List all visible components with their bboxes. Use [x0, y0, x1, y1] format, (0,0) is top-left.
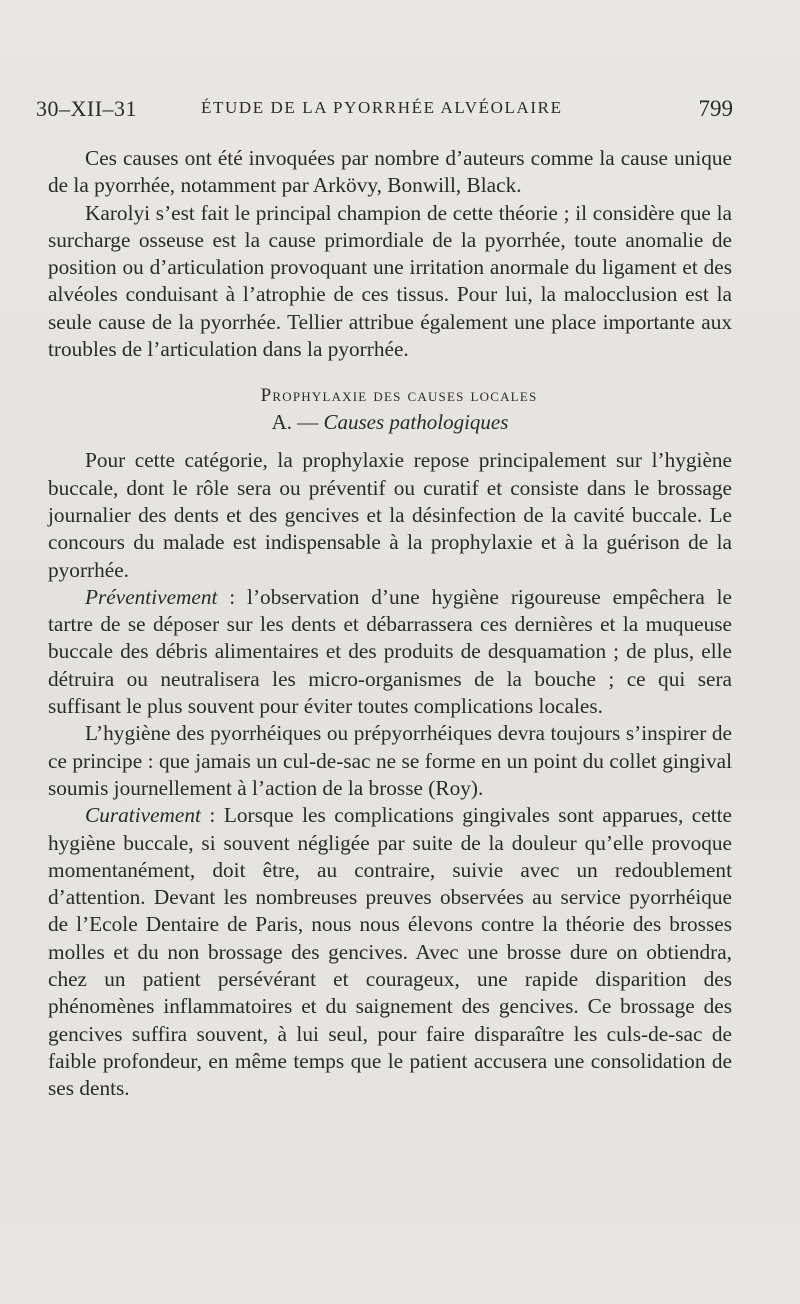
paragraph-causes: Ces causes ont été invoquées par nombre d’auteurs comme la cause unique de la pyorrhée, notamment par Arkövy, Bonwill, Black. [48, 146, 732, 198]
paragraph-hygiene: L’hygiène des pyorrhéiques ou prépyorrhéiques devra toujours s’inspirer de ce principe : que jamais un cul-de-sac ne se forme en un point du collet gingival soumis journellement à l’action de la brosse (Roy). [48, 721, 732, 800]
section-heading: Prophylaxie des causes locales [260, 385, 538, 407]
paragraph-preventivement [48, 584, 732, 720]
curativement-text: : Lorsque les complications gingivales sont apparues, cette hygiène buccale, si souvent négligée par suite de la douleur qu’elle provoque momentanément, doit être, au contraire, suivie avec un redoublement d’attention. Devant les nombreuses preuves observées au service pyorrhéique de l’Ecole Dentaire de Paris, nous nous élevons contre la théorie des brosses molles et du non brossage des gencives. Avec une brosse dure on obtiendra, chez un patient persévérant et courageux, une rapide disparition des phénomènes inflammatoires et du saignement des gencives. Ce brossage des gencives suffira souvent, à lui seul, pour faire disparaître les culs-de-sac de faible profondeur, en même temps que le patient accusera une consolidation de ses dents. [48, 803, 732, 1101]
preventivement-label: Préventivement [85, 584, 218, 609]
subsection-prefix: A. — [271, 410, 324, 435]
running-title: ÉTUDE DE LA PYORRHÉE ALVÉOLAIRE [201, 98, 563, 117]
paragraph-prophylaxie: Pour cette catégorie, la prophylaxie repose principalement sur l’hygiène buccale, dont le rôle sera ou préventif ou curatif et consiste dans le brossage journalier des dents et des gencives et la désinfection de la cavité buccale. Le concours du malade est indispensable à la prophylaxie et à la guérison de la pyorrhée. [48, 448, 732, 582]
paragraph-curativement [48, 802, 732, 1102]
body-text [48, 145, 732, 1103]
curativement-label: Curativement [85, 803, 201, 828]
subsection-heading [48, 408, 732, 437]
paragraph-karolyi: Karolyi s’est fait le principal champion de cette théorie ; il considère que la surcharge osseuse est la cause primordiale de la pyorrhée, toute anomalie de position ou d’articulation provoquant une irritation anormale du ligament et des alvéoles conduisant à l’atrophie de ces tissus. Pour lui, la malocclusion est la seule cause de la pyorrhée. Tellier attribue également une place importante aux troubles de l’articulation dans la pyorrhée. [48, 200, 732, 362]
preventivement-text: : l’observation d’une hygiène rigoureuse empêchera le tartre de se déposer sur les dents et débarrassera ces dernières et la muqueuse buccale des débris alimentaires et des produits de desquamation ; de plus, elle détruira ou neutralisera les micro-organismes de la bouche ; ce qui sera suffisant le plus souvent pour éviter toutes complications locales. [48, 584, 732, 719]
page-number: 799 [698, 96, 733, 121]
subsection-title: Causes pathologiques [323, 410, 509, 435]
running-header [36, 96, 733, 130]
header-date: 30–XII–31 [36, 96, 138, 121]
